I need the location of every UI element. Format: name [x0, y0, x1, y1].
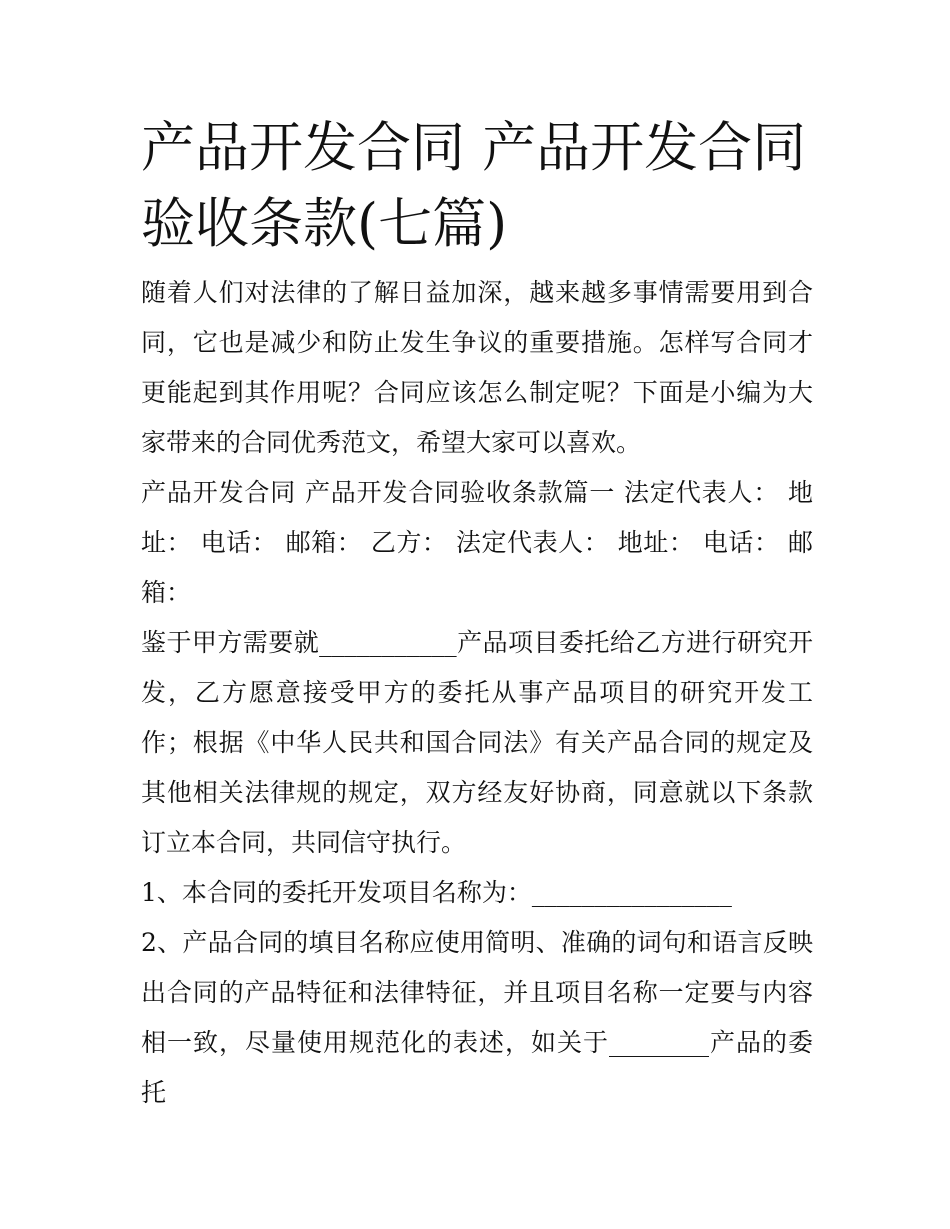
document-page [141, 110, 813, 1118]
intro-paragraph: 随着人们对法律的了解日益加深，越来越多事情需要用到合同，它也是减少和防止发生争议的重要措施。怎样写合同才更能起到其作用呢？合同应该怎么制定呢？下面是小编为大家带来的合同优秀范文，希望大家可以喜欢。 [141, 278, 813, 457]
document-body [141, 268, 813, 1118]
document-title: 产品开发合同 产品开发合同验收条款(七篇) [141, 116, 807, 255]
preamble-paragraph: 鉴于甲方需要就___________产品项目委托给乙方进行研究开发，乙方愿意接受甲方的委托从事产品项目的研究开发工作；根据《中华人民共和国合同法》有关产品合同的规定及其他相关法律规的规定，双方经友好协商，同意就以下条款订立本合同，共同信守执行。 [141, 628, 813, 857]
parties-paragraph: 产品开发合同 产品开发合同验收条款篇一 法定代表人： 地址： 电话： 邮箱： 乙方： 法定代表人： 地址： 电话： 邮箱： [141, 478, 813, 607]
clause-1-paragraph: 1、本合同的委托开发项目名称为：________________ [141, 878, 732, 907]
clause-2-paragraph: 2、产品合同的填目名称应使用简明、准确的词句和语言反映出合同的产品特征和法律特征，并且项目名称一定要与内容相一致，尽量使用规范化的表述，如关于________产品的委托 [141, 928, 813, 1107]
